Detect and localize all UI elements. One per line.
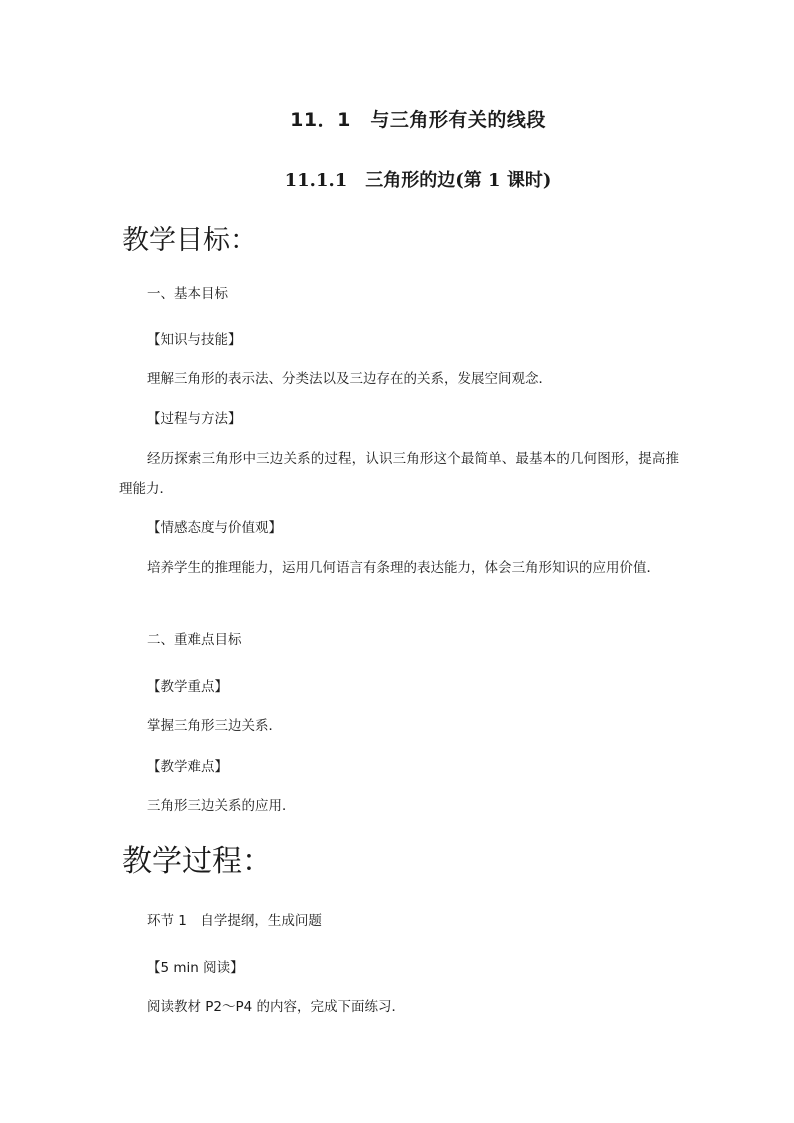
knowledge-label: 【知识与技能】	[147, 332, 242, 348]
reading-label: 【5 min 阅读】	[147, 960, 244, 976]
basic-goals-heading: 一、基本目标	[147, 286, 228, 302]
emotion-text: 培养学生的推理能力，运用几何语言有条理的表达能力，体会三角形知识的应用价值．	[147, 560, 660, 576]
key-point-text: 掌握三角形三边关系．	[147, 718, 282, 734]
step1-heading: 环节 1 自学提纲，生成问题	[147, 913, 322, 929]
section-heading-goals: 教学目标：	[122, 225, 257, 256]
process-method-text: 经历探索三角形中三边关系的过程，认识三角形这个最简单、最基本的几何图形，提高推理能力．	[119, 451, 679, 497]
difficulty-label: 【教学难点】	[147, 759, 228, 775]
process-method-label: 【过程与方法】	[147, 411, 242, 427]
document-subtitle: 11.1.1 三角形的边(第 1 课时)	[284, 170, 552, 191]
document-title: 11．1 与三角形有关的线段	[290, 109, 546, 131]
emotion-label: 【情感态度与价值观】	[147, 520, 282, 536]
key-goals-heading: 二、重难点目标	[147, 632, 242, 648]
section-heading-process: 教学过程：	[122, 844, 272, 879]
difficulty-text: 三角形三边关系的应用．	[147, 798, 296, 814]
knowledge-text: 理解三角形的表示法、分类法以及三边存在的关系，发展空间观念．	[147, 371, 552, 387]
key-point-label: 【教学重点】	[147, 679, 228, 695]
reading-text: 阅读教材 P2～P4 的内容，完成下面练习．	[147, 999, 406, 1015]
